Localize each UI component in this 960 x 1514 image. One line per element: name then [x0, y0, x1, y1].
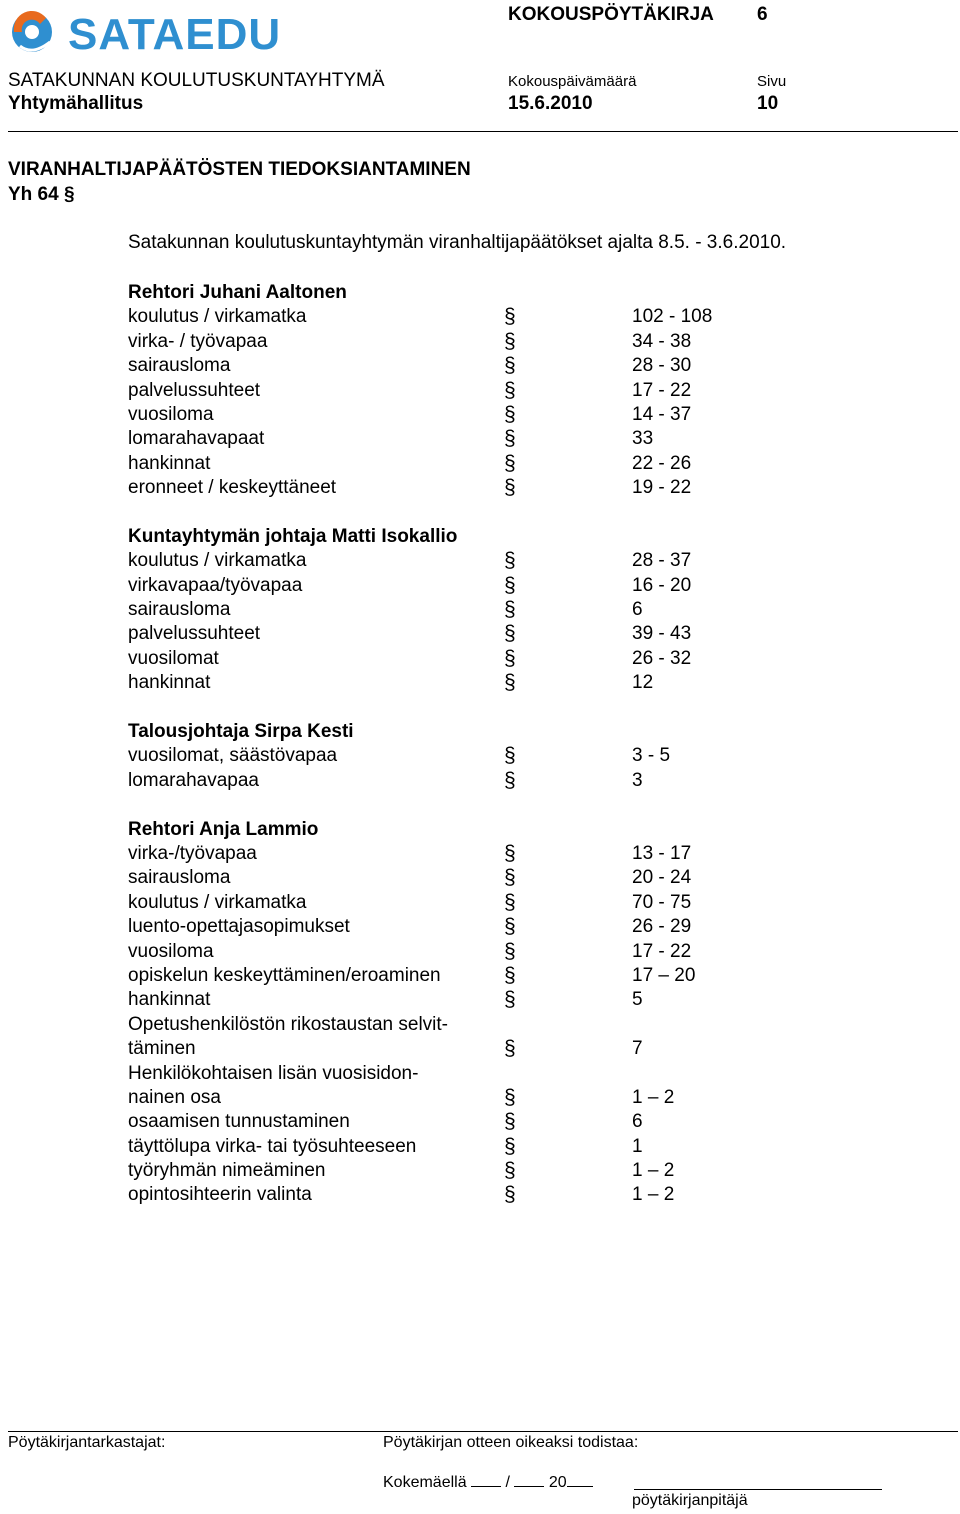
logo-swirl-icon	[6, 2, 66, 62]
list-item	[128, 915, 828, 939]
item-value: 28 - 37	[632, 550, 692, 572]
item-value: 3	[632, 769, 643, 791]
item-label	[128, 1062, 418, 1111]
list-item	[128, 574, 828, 598]
section-symbol: §	[504, 573, 516, 597]
section-symbol: §	[504, 598, 516, 622]
section-symbol: §	[504, 890, 516, 914]
item-label: vuosilomat	[128, 647, 219, 669]
item-label: vuosiloma	[128, 403, 214, 425]
body-name: Yhtymähallitus	[8, 93, 144, 114]
section-symbol: §	[504, 329, 516, 353]
list-item	[128, 842, 828, 866]
item-value: 6	[632, 599, 643, 621]
item-label-line-1: Opetushenkilöstön rikostaustan selvit-	[128, 1013, 448, 1035]
list-item	[128, 379, 828, 403]
list-item	[128, 622, 828, 646]
item-label	[128, 1013, 448, 1062]
section-symbol: §	[504, 915, 516, 939]
item-label: eronneet / keskeyttäneet	[128, 477, 337, 499]
section-symbol: §	[504, 1134, 516, 1158]
header-divider	[8, 131, 958, 132]
section-spacer	[128, 793, 828, 817]
section-symbol: §	[504, 866, 516, 890]
list-item	[128, 988, 828, 1012]
document-number: 6	[757, 4, 768, 25]
list-item	[128, 305, 828, 329]
item-label: sairausloma	[128, 355, 231, 377]
certified-label: Pöytäkirjan otteen oikeaksi todistaa:	[383, 1434, 639, 1451]
item-label-line-1: Henkilökohtaisen lisän vuosisidon-	[128, 1062, 419, 1084]
item-value: 17 - 22	[632, 379, 692, 401]
item-value: 20 - 24	[632, 867, 692, 889]
footer-divider	[8, 1431, 958, 1432]
list-item	[128, 403, 828, 427]
list-item	[128, 1159, 828, 1183]
section-symbol: §	[504, 549, 516, 573]
month-blank	[514, 1472, 544, 1487]
item-label: luento-opettajasopimukset	[128, 916, 350, 938]
item-value: 22 - 26	[632, 452, 692, 474]
item-label: sairausloma	[128, 599, 231, 621]
list-item	[128, 964, 828, 988]
reviewers-label: Pöytäkirjantarkastajat:	[8, 1434, 166, 1451]
list-item	[128, 647, 828, 671]
section-symbol: §	[504, 1183, 516, 1207]
item-label: koulutus / virkamatka	[128, 550, 307, 572]
page-label: Sivu	[757, 73, 787, 90]
section-title: Kuntayhtymän johtaja Matti Isokallio	[128, 525, 458, 547]
item-number: Yh 64 §	[8, 184, 75, 205]
section-symbol: §	[504, 963, 516, 987]
item-value: 12	[632, 672, 654, 694]
item-label: vuosilomat, säästövapaa	[128, 745, 338, 767]
day-blank	[471, 1472, 501, 1487]
section-symbol: §	[504, 646, 516, 670]
item-label-line-2: täminen	[128, 1038, 196, 1060]
section-symbol: §	[504, 305, 516, 329]
list-item	[128, 427, 828, 451]
item-label: sairausloma	[128, 867, 231, 889]
list-item	[128, 354, 828, 378]
item-label: virka-/työvapaa	[128, 842, 257, 864]
section-spacer	[128, 501, 828, 525]
item-label: hankinnat	[128, 672, 211, 694]
item-label: lomarahavapaa	[128, 769, 259, 791]
organization-name: SATAKUNNAN KOULUTUSKUNTAYHTYMÄ	[8, 70, 385, 91]
section-spacer	[128, 696, 828, 720]
list-item	[128, 549, 828, 573]
item-label: palvelussuhteet	[128, 379, 261, 401]
section-symbol: §	[504, 427, 516, 451]
date-separator: /	[505, 1474, 510, 1491]
list-item	[128, 891, 828, 915]
section-symbol: §	[504, 1159, 516, 1183]
item-value: 5	[632, 989, 643, 1011]
section-symbol: §	[504, 476, 516, 500]
section-symbol: §	[504, 1037, 516, 1061]
list-item	[128, 744, 828, 768]
section-symbol: §	[504, 378, 516, 402]
item-value: 13 - 17	[632, 842, 692, 864]
section-symbol: §	[504, 451, 516, 475]
item-label: vuosiloma	[128, 940, 214, 962]
item-value: 39 - 43	[632, 623, 692, 645]
item-value: 34 - 38	[632, 330, 692, 352]
item-label: opintosihteerin valinta	[128, 1184, 312, 1206]
list-item	[128, 476, 828, 500]
item-value: 16 - 20	[632, 574, 692, 596]
item-value: 17 – 20	[632, 964, 696, 986]
list-item	[128, 1062, 828, 1111]
decisions-list	[128, 281, 828, 1208]
item-value: 19 - 22	[632, 477, 692, 499]
item-value: 6	[632, 1111, 643, 1133]
item-value: 26 - 29	[632, 916, 692, 938]
list-item	[128, 452, 828, 476]
item-label: virkavapaa/työvapaa	[128, 574, 303, 596]
section-title: Rehtori Anja Lammio	[128, 818, 319, 840]
section-title: Rehtori Juhani Aaltonen	[128, 282, 347, 303]
list-item	[128, 598, 828, 622]
item-label: virka- / työvapaa	[128, 330, 268, 352]
section-symbol: §	[504, 671, 516, 695]
list-item	[128, 671, 828, 695]
place-name: Kokemäellä	[383, 1474, 467, 1491]
list-item	[128, 1135, 828, 1159]
section-symbol: §	[504, 939, 516, 963]
list-item	[128, 1110, 828, 1134]
item-label: hankinnat	[128, 989, 211, 1011]
item-label: täyttölupa virka- tai työsuhteeseen	[128, 1135, 417, 1157]
item-value: 1 – 2	[632, 1184, 675, 1206]
list-item	[128, 1013, 828, 1062]
list-item	[128, 940, 828, 964]
document-title: KOKOUSPÖYTÄKIRJA	[508, 4, 714, 25]
section-symbol: §	[504, 768, 516, 792]
year-blank	[567, 1472, 593, 1487]
section-symbol: §	[504, 988, 516, 1012]
meeting-date: 15.6.2010	[508, 93, 593, 114]
item-label: osaamisen tunnustaminen	[128, 1111, 350, 1133]
item-value: 26 - 32	[632, 647, 692, 669]
section-symbol: §	[504, 841, 516, 865]
item-value: 70 - 75	[632, 891, 692, 913]
signature-label: pöytäkirjanpitäjä	[632, 1492, 748, 1509]
section-symbol: §	[504, 1110, 516, 1134]
item-value: 1	[632, 1135, 643, 1157]
section-title: Talousjohtaja Sirpa Kesti	[128, 721, 354, 743]
item-value: 14 - 37	[632, 403, 692, 425]
item-label: työryhmän nimeäminen	[128, 1160, 326, 1182]
section-symbol: §	[504, 622, 516, 646]
item-value: 17 - 22	[632, 940, 692, 962]
list-item	[128, 330, 828, 354]
section-symbol: §	[504, 1085, 516, 1109]
item-label: palvelussuhteet	[128, 623, 261, 645]
item-value: 1 – 2	[632, 1160, 675, 1182]
page-heading: VIRANHALTIJAPÄÄTÖSTEN TIEDOKSIANTAMINEN	[8, 159, 471, 180]
section-symbol: §	[504, 354, 516, 378]
item-value: 1 – 2	[632, 1086, 675, 1108]
sataedu-logo	[6, 2, 282, 62]
signature-line	[634, 1489, 882, 1490]
item-label: hankinnat	[128, 452, 211, 474]
year-prefix: 20	[548, 1474, 567, 1491]
list-item	[128, 866, 828, 890]
meeting-date-label: Kokouspäivämäärä	[508, 73, 637, 90]
section-symbol: §	[504, 744, 516, 768]
page-number: 10	[757, 93, 779, 114]
item-label: koulutus / virkamatka	[128, 891, 307, 913]
list-item	[128, 769, 828, 793]
item-value: 33	[632, 428, 654, 450]
item-value: 7	[632, 1038, 643, 1060]
section-symbol: §	[504, 402, 516, 426]
item-value: 102 - 108	[632, 306, 713, 328]
item-value: 28 - 30	[632, 355, 692, 377]
intro-text: Satakunnan koulutuskuntayhtymän viranhaltijapäätökset ajalta 8.5. - 3.6.2010.	[128, 232, 787, 253]
list-item	[128, 1183, 828, 1207]
item-value: 3 - 5	[632, 745, 671, 767]
place-date-line	[383, 1472, 593, 1492]
logo-text: SATAEDU	[68, 10, 282, 59]
item-label: koulutus / virkamatka	[128, 306, 307, 328]
item-label: opiskelun keskeyttäminen/eroaminen	[128, 964, 441, 986]
item-label-line-2: nainen osa	[128, 1086, 221, 1108]
item-label: lomarahavapaat	[128, 428, 265, 450]
